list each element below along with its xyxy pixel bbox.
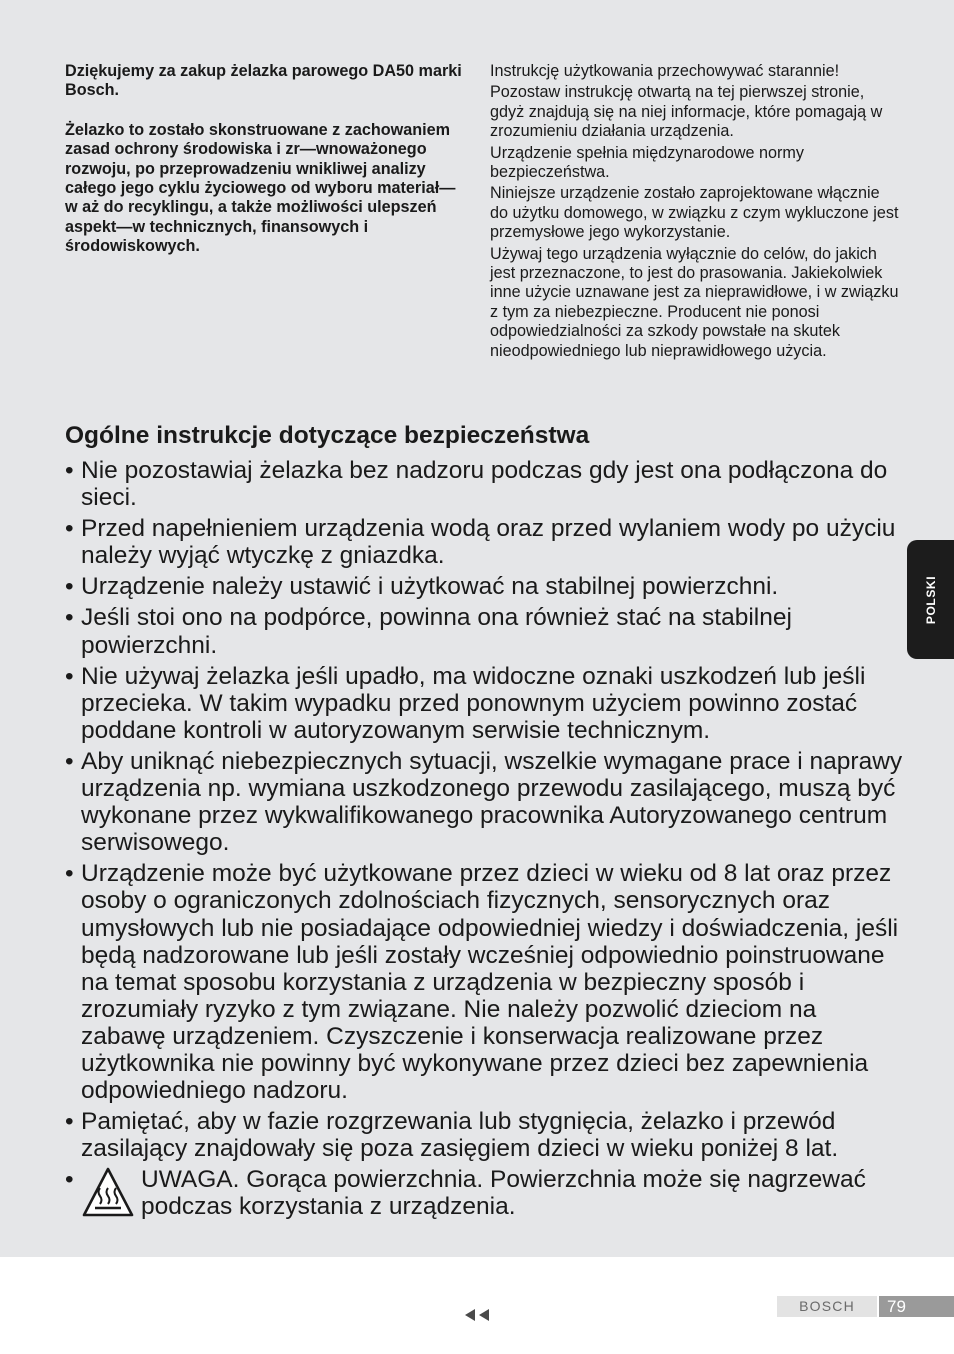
bullet: • [65, 457, 74, 484]
bullet: • [65, 573, 74, 601]
list-item [65, 748, 905, 856]
warning-row [81, 1166, 905, 1220]
intro-thanks: Dziękujemy za zakup żelazka parowego DA50 marki Bosch. [65, 62, 462, 100]
bullet: • [65, 604, 74, 632]
intro-left-column [65, 62, 465, 277]
intro-leave-open: Pozostaw instrukcję otwartą na tej pierwszej stronie, gdyż znajdują się na niej informacje, które pomagają w zrozumieniu działania urządzenia. [490, 83, 883, 141]
intro-intended-use: Używaj tego urządzenia wyłącznie do celów, do jakich jest przeznaczone, to jest do prasowania. Jakiekolwiek inne użycie uznawane jest za nieprawidłowe, i w związku z tym za niebezpieczne. Producent nie ponosi odpowiedzialności za szkody powstałe na skutek nieodpowiedniego lub nieprawidłowego użycia. [490, 244, 899, 360]
list-item-text: Nie pozostawiaj żelazka bez nadzoru podczas gdy jest ona podłączona do sieci. [81, 457, 888, 512]
bullet: • [65, 515, 74, 543]
list-item-text: Jeśli stoi ono na podpórce, powinna ona również stać na stabilnej powierzchni. [81, 604, 792, 659]
warning-item [65, 1166, 905, 1220]
hot-surface-warning-icon [81, 1166, 135, 1220]
back-arrows-icon[interactable] [463, 1307, 493, 1323]
bullet: • [65, 1166, 74, 1194]
list-item [65, 573, 905, 600]
intro-keep-manual: Instrukcję użytkowania przechowywać starannie! [490, 62, 840, 80]
intro-domestic-use: Niniejsze urządzenie zostało zaprojektowane włącznie do użytku domowego, w związku z czym wykluczone jest przemysłowe jego wykorzystanie. [490, 184, 899, 242]
footer-brand: BOSCH [777, 1296, 877, 1317]
list-item-text: Urządzenie należy ustawić i użytkować na stabilnej powierzchni. [81, 573, 779, 601]
intro-environment: Żelazko to zostało skonstruowane z zachowaniem zasad ochrony środowiska i zr—wnoważonego rozwoju, po przeprowadzeniu wnikliwej analizy całego jego cyklu życiowego od wyboru materiał—w aż do recyklingu, a także możliwości ulepszeń aspekt—w technicznych, finansowych i środowiskowych. [65, 120, 456, 256]
page-number: 79 [879, 1296, 954, 1317]
bullet: • [65, 860, 74, 888]
list-item [65, 515, 905, 569]
bullet: • [65, 747, 74, 775]
safety-list [65, 457, 905, 1221]
language-tab[interactable] [907, 540, 954, 659]
safety-section [65, 421, 905, 1225]
list-item [65, 860, 905, 1104]
list-item-text: Urządzenie może być użytkowane przez dzieci w wieku od 8 lat oraz przez osoby o ograniczonych zdolnościach fizycznych, sensorycznych oraz umysłowych lub nie posiadające odpowiedniej wiedzy i doświadczenia, jeśli będą nadzorowane lub jeśli zostały wcześniej odpowiednio poinstruowane na temat sposobu korzystania z urządzenia w bezpieczny sposób i zrozumiały ryzyko z tym związane. Nie należy pozwolić dzieciom na zabawę urządzeniem. Czyszczenie i konserwacja realizowane przez użytkownika nie powinny być wykonywane przez dzieci bez zapewnienia odpowiedniego nadzoru. [81, 860, 899, 1105]
list-item-text: Aby uniknąć niebezpiecznych sytuacji, wszelkie wymagane prace i naprawy urządzenia np. wymiana uszkodzonego przewodu zasilającego, muszą być wykonane przez wykwalifikowanego pracownika Autoryzowanego centrum serwisowego. [81, 747, 903, 857]
intro-standards: Urządzenie spełnia międzynarodowe normy bezpieczeństwa. [490, 143, 805, 182]
intro-right-column [490, 62, 900, 363]
warning-text: UWAGA. Gorąca powierzchnia. Powierzchnia może się nagrzewać podczas korzystania z urządzenia. [141, 1166, 866, 1221]
list-item-text: Pamiętać, aby w fazie rozgrzewania lub stygnięcia, żelazko i przewód zasilający znajdowały się poza zasięgiem dzieci w wieku poniżej 8 lat. [81, 1108, 839, 1163]
list-item [65, 604, 905, 658]
bullet: • [65, 662, 74, 690]
list-item [65, 1108, 905, 1162]
bullet: • [65, 1108, 74, 1136]
safety-title: Ogólne instrukcje dotyczące bezpieczeństwa [65, 422, 590, 449]
list-item [65, 663, 905, 744]
list-item-text: Nie używaj żelazka jeśli upadło, ma widoczne oznaki uszkodzeń lub jeśli przecieka. W takim wypadku przed ponownym użyciem powinno zostać poddane kontroli w autoryzowanym serwisie technicznym. [81, 662, 866, 744]
list-item [65, 457, 905, 511]
language-tab-label: POLSKI [923, 575, 938, 624]
list-item-text: Przed napełnieniem urządzenia wodą oraz przed wylaniem wody po użyciu należy wyjąć wtyczkę z gniazdka. [81, 515, 896, 570]
